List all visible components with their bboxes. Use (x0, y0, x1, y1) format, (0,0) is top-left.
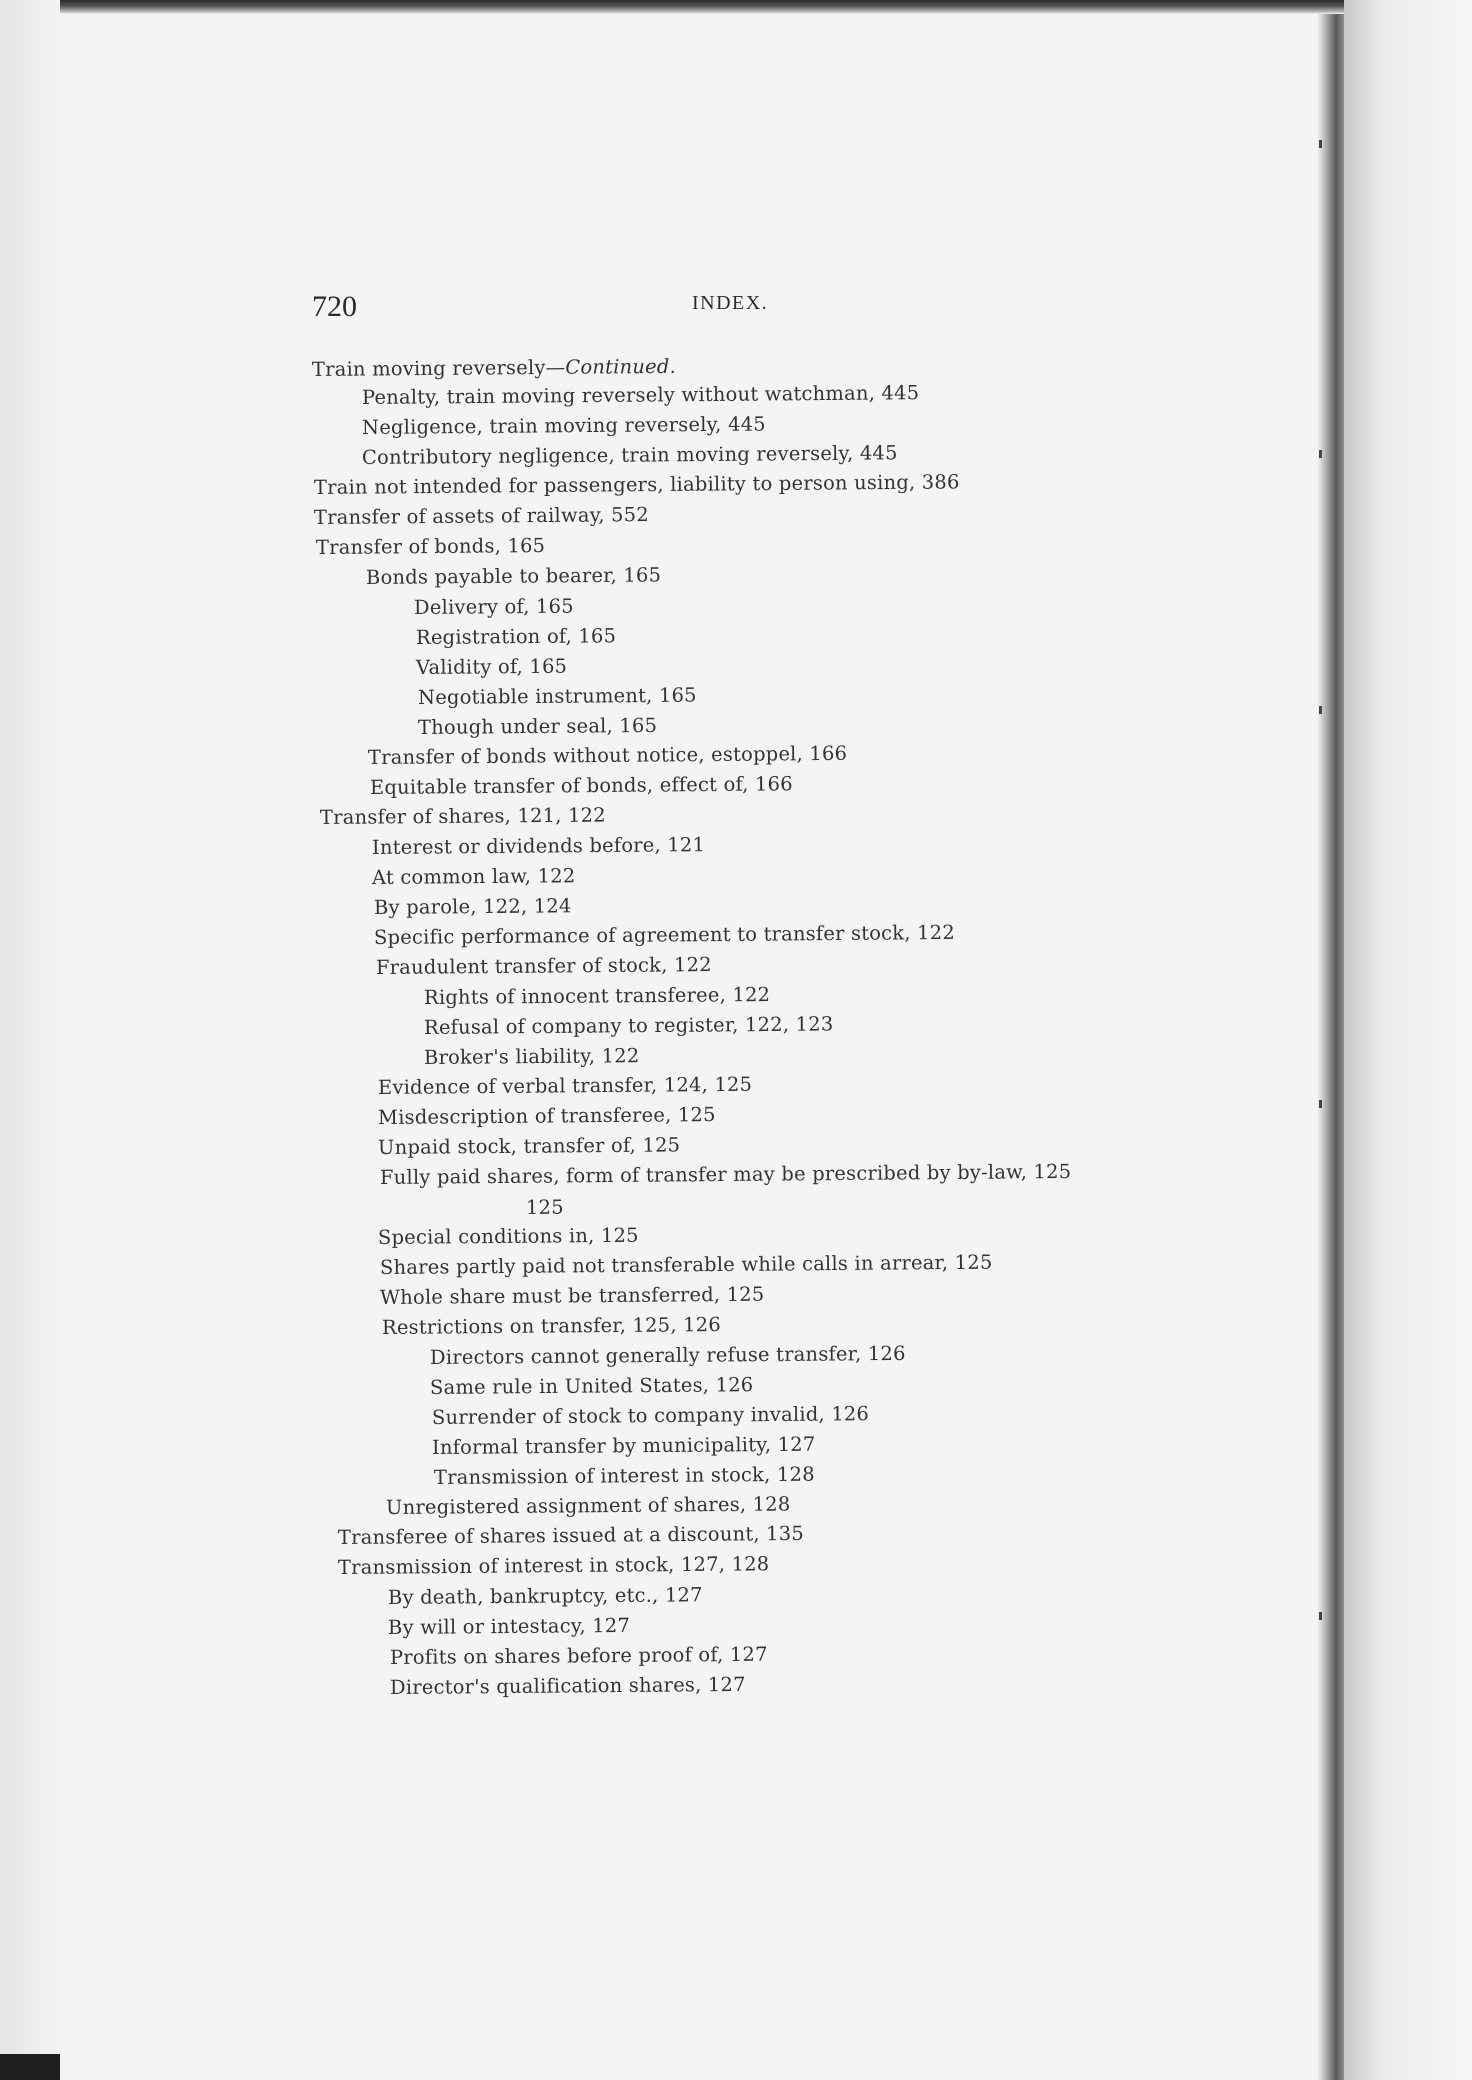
scan-top-edge (0, 0, 1472, 14)
index-subsubentry: Informal transfer by municipality, 127 (431, 1432, 816, 1459)
gutter-mark (1319, 140, 1322, 148)
index-entry-heading: Transmission of interest in stock, 127, 128 (337, 1552, 770, 1579)
index-subentry: By death, bankruptcy, etc., 127 (387, 1583, 703, 1609)
scan-bottom-edge (0, 2054, 60, 2080)
page-number: 720 (312, 290, 357, 323)
index-subentry: Specific performance of agreement to transfer stock, 122 (373, 920, 955, 949)
index-subsubentry: Rights of innocent transferee, 122 (423, 982, 771, 1009)
index-subsubentry: Negotiable instrument, 165 (417, 683, 697, 709)
index-subentry: Misdescription of transferee, 125 (377, 1103, 716, 1129)
index-subentry: Unpaid stock, transfer of, 125 (377, 1133, 681, 1159)
index-subentry: Transfer of bonds without notice, estoppel, 166 (367, 741, 848, 769)
continued-label: Continued. (565, 354, 677, 379)
index-subsubentry: Same rule in United States, 126 (429, 1373, 754, 1399)
index-subsubentry: Broker's liability, 122 (423, 1044, 640, 1069)
index-subentry: Restrictions on transfer, 125, 126 (381, 1313, 722, 1339)
index-entry-heading: Transferee of shares issued at a discount, 135 (337, 1521, 805, 1549)
gutter-mark (1319, 706, 1322, 714)
index-subentry: Director's qualification shares, 127 (389, 1672, 746, 1699)
index-subentry: Whole share must be transferred, 125 (379, 1282, 765, 1309)
gutter-mark (1319, 450, 1322, 458)
index-subentry: At common law, 122 (371, 864, 576, 889)
index-subentry: Fully paid shares, form of transfer may be prescribed by by-law, 125 (379, 1159, 1072, 1189)
index-continuation: 125 (525, 1195, 564, 1219)
adjacent-page-edge (1344, 0, 1472, 2080)
index-subentry: Evidence of verbal transfer, 124, 125 (377, 1072, 753, 1099)
index-subentry: By will or intestacy, 127 (387, 1613, 631, 1639)
index-entry-heading: Train not intended for passengers, liability to person using, 386 (313, 470, 960, 499)
index-subentry: Interest or dividends before, 121 (371, 833, 706, 859)
scan-left-margin (0, 0, 60, 2080)
index-subentry: Negligence, train moving reversely, 445 (361, 412, 766, 439)
index-subsubentry: Refusal of company to register, 122, 123 (423, 1012, 834, 1039)
index-entry-heading: Transfer of assets of railway, 552 (313, 503, 650, 529)
index-entry-heading: Transfer of shares, 121, 122 (319, 803, 606, 829)
index-subsubentry: Directors cannot generally refuse transfer, 126 (429, 1341, 906, 1369)
index-subentry: Profits on shares before proof of, 127 (389, 1642, 768, 1669)
index-subsubentry: Surrender of stock to company invalid, 126 (431, 1402, 870, 1429)
index-subentry: Contributory negligence, train moving reversely, 445 (361, 441, 898, 469)
index-subsubentry: Transmission of interest in stock, 128 (433, 1462, 815, 1489)
index-subsubentry: Validity of, 165 (415, 654, 568, 679)
index-entry-heading: Transfer of bonds, 165 (315, 533, 546, 559)
gutter-mark (1319, 1100, 1322, 1108)
index-subentry: Bonds payable to bearer, 165 (365, 563, 662, 589)
index-subsubentry: Registration of, 165 (415, 624, 617, 649)
index-subentry: Fraudulent transfer of stock, 122 (375, 953, 712, 979)
index-subentry: Penalty, train moving reversely without watchman, 445 (361, 381, 920, 409)
index-subentry: By parole, 122, 124 (373, 894, 572, 919)
index-entry-heading: Train moving reversely—Continued. (311, 354, 677, 381)
index-subentry: Special conditions in, 125 (377, 1223, 639, 1249)
page-gutter-shadow (1318, 14, 1344, 2080)
index-subentry: Equitable transfer of bonds, effect of, 166 (369, 772, 793, 799)
index-subsubentry: Delivery of, 165 (413, 594, 574, 619)
gutter-mark (1319, 1612, 1322, 1620)
index-subentry: Shares partly paid not transferable while calls in arrear, 125 (379, 1250, 993, 1279)
index-subsubentry: Though under seal, 165 (417, 713, 658, 739)
index-subentry: Unregistered assignment of shares, 128 (385, 1492, 791, 1519)
running-head-title: INDEX. (692, 292, 769, 314)
